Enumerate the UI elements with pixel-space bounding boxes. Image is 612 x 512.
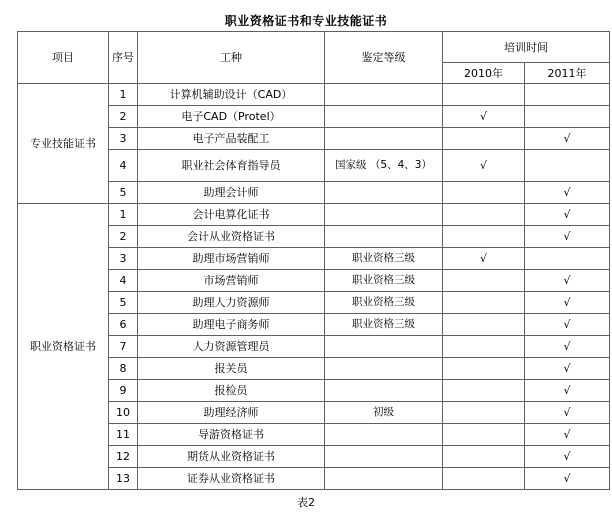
row-2010-check xyxy=(443,380,525,402)
row-seq: 9 xyxy=(109,380,138,402)
row-2010-check xyxy=(443,84,525,106)
row-seq: 5 xyxy=(109,182,138,204)
row-job: 电子CAD（Protel） xyxy=(138,106,325,128)
row-job: 市场营销师 xyxy=(138,270,325,292)
row-2011-check: √ xyxy=(525,226,610,248)
row-job: 证券从业资格证书 xyxy=(138,468,325,490)
row-seq: 12 xyxy=(109,446,138,468)
row-grade xyxy=(325,128,443,150)
row-2011-check: √ xyxy=(525,358,610,380)
row-seq: 2 xyxy=(109,106,138,128)
header-year-2010: 2010年 xyxy=(443,63,525,84)
row-grade: 职业资格三级 xyxy=(325,248,443,270)
row-2011-check: √ xyxy=(525,314,610,336)
row-job: 助理市场营销师 xyxy=(138,248,325,270)
row-grade xyxy=(325,226,443,248)
row-grade xyxy=(325,468,443,490)
row-2011-check: √ xyxy=(525,424,610,446)
row-job: 导游资格证书 xyxy=(138,424,325,446)
row-2011-check: √ xyxy=(525,270,610,292)
row-grade: 职业资格三级 xyxy=(325,314,443,336)
row-2010-check xyxy=(443,446,525,468)
row-2010-check: √ xyxy=(443,248,525,270)
row-2011-check xyxy=(525,84,610,106)
row-2011-check: √ xyxy=(525,446,610,468)
row-seq: 1 xyxy=(109,204,138,226)
row-seq: 10 xyxy=(109,402,138,424)
certificate-table xyxy=(17,31,610,490)
table-row xyxy=(18,84,610,106)
row-seq: 1 xyxy=(109,84,138,106)
header-item: 项目 xyxy=(18,32,109,84)
row-job: 职业社会体育指导员 xyxy=(138,150,325,182)
header-grade: 鉴定等级 xyxy=(325,32,443,84)
row-2010-check xyxy=(443,226,525,248)
table-title: 职业资格证书和专业技能证书 xyxy=(224,14,388,28)
row-2010-check xyxy=(443,336,525,358)
row-grade xyxy=(325,336,443,358)
row-2010-check: √ xyxy=(443,150,525,182)
row-grade: 国家级 （5、4、3） xyxy=(325,150,443,182)
row-2010-check xyxy=(443,358,525,380)
row-job: 助理人力资源师 xyxy=(138,292,325,314)
row-grade xyxy=(325,380,443,402)
row-2011-check: √ xyxy=(525,182,610,204)
row-seq: 3 xyxy=(109,248,138,270)
row-grade xyxy=(325,424,443,446)
row-job: 助理会计师 xyxy=(138,182,325,204)
row-seq: 11 xyxy=(109,424,138,446)
row-2010-check: √ xyxy=(443,106,525,128)
row-2011-check: √ xyxy=(525,336,610,358)
row-job: 电子产品装配工 xyxy=(138,128,325,150)
row-job: 会计电算化证书 xyxy=(138,204,325,226)
row-2011-check xyxy=(525,248,610,270)
row-2011-check: √ xyxy=(525,292,610,314)
row-job: 计算机辅助设计（CAD） xyxy=(138,84,325,106)
row-2010-check xyxy=(443,424,525,446)
row-seq: 3 xyxy=(109,128,138,150)
row-grade xyxy=(325,182,443,204)
row-grade xyxy=(325,446,443,468)
row-grade: 职业资格三级 xyxy=(325,270,443,292)
row-seq: 4 xyxy=(109,150,138,182)
row-2010-check xyxy=(443,402,525,424)
header-year-2011: 2011年 xyxy=(525,63,610,84)
row-2010-check xyxy=(443,270,525,292)
group-name: 职业资格证书 xyxy=(18,204,109,490)
row-seq: 5 xyxy=(109,292,138,314)
row-seq: 2 xyxy=(109,226,138,248)
row-2010-check xyxy=(443,128,525,150)
header-seq: 序号 xyxy=(109,32,138,84)
row-grade xyxy=(325,358,443,380)
row-grade xyxy=(325,204,443,226)
row-job: 人力资源管理员 xyxy=(138,336,325,358)
row-2011-check: √ xyxy=(525,204,610,226)
row-seq: 4 xyxy=(109,270,138,292)
row-job: 期货从业资格证书 xyxy=(138,446,325,468)
row-job: 助理电子商务师 xyxy=(138,314,325,336)
row-2010-check xyxy=(443,314,525,336)
header-training: 培训时间 xyxy=(443,32,610,63)
row-2011-check: √ xyxy=(525,380,610,402)
row-grade: 职业资格三级 xyxy=(325,292,443,314)
row-grade xyxy=(325,106,443,128)
row-job: 报关员 xyxy=(138,358,325,380)
group-name: 专业技能证书 xyxy=(18,84,109,204)
row-2011-check: √ xyxy=(525,128,610,150)
row-2010-check xyxy=(443,292,525,314)
table-caption: 表2 xyxy=(297,496,315,509)
row-2010-check xyxy=(443,468,525,490)
row-2011-check xyxy=(525,106,610,128)
row-2010-check xyxy=(443,204,525,226)
row-job: 助理经济师 xyxy=(138,402,325,424)
row-2010-check xyxy=(443,182,525,204)
row-seq: 6 xyxy=(109,314,138,336)
row-2011-check xyxy=(525,150,610,182)
row-job: 会计从业资格证书 xyxy=(138,226,325,248)
row-grade: 初级 xyxy=(325,402,443,424)
row-seq: 8 xyxy=(109,358,138,380)
row-seq: 7 xyxy=(109,336,138,358)
row-2011-check: √ xyxy=(525,468,610,490)
table-row xyxy=(18,204,610,226)
row-grade xyxy=(325,84,443,106)
row-seq: 13 xyxy=(109,468,138,490)
header-job: 工种 xyxy=(138,32,325,84)
row-job: 报检员 xyxy=(138,380,325,402)
row-2011-check: √ xyxy=(525,402,610,424)
